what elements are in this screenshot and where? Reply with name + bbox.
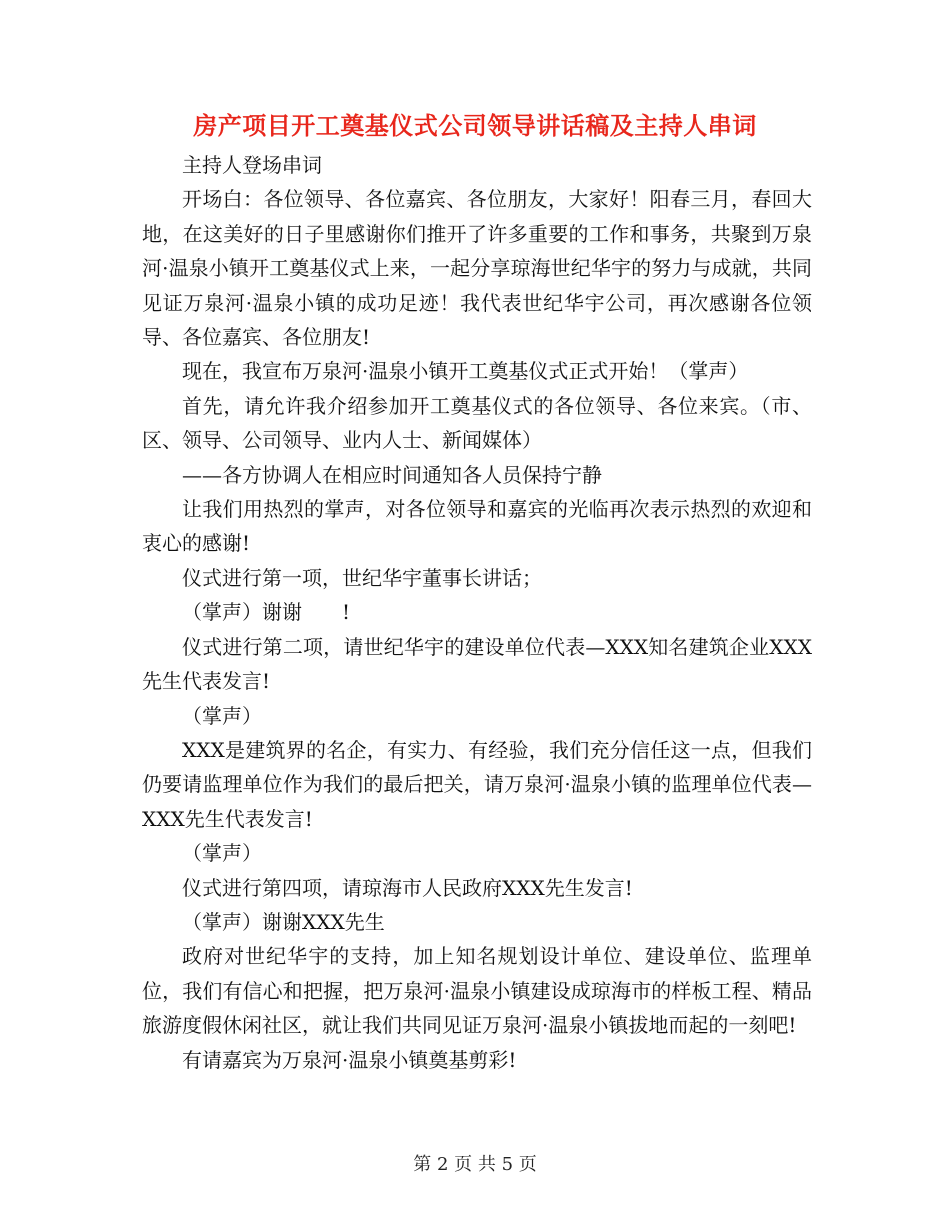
paragraph-applause-thanks-xxx: （掌声）谢谢XXX先生 xyxy=(182,909,385,934)
paragraph-opening: 开场白：各位领导、各位嘉宾、各位朋友，大家好！阳春三月，春回大地，在这美好的日子里感谢你们推开了许多重要的工作和事务，共聚到万泉河·温泉小镇开工奠基仪式上来，一起分享琼海世纪华宇的努力与成就，共同见证万泉河·温泉小镇的成功足迹！我代表世纪华宇公司，再次感谢各位领导、各位嘉宾、各位朋友! xyxy=(142,187,812,350)
paragraph-host-entrance: 主持人登场串词 xyxy=(182,153,322,177)
paragraph-coordinator-note: ——各方协调人在相应时间通知各人员保持宁静 xyxy=(182,462,602,487)
paragraph-announce-start: 现在，我宣布万泉河·温泉小镇开工奠基仪式正式开始！（掌声） xyxy=(182,359,749,384)
document-title: 房产项目开工奠基仪式公司领导讲话稿及主持人串词 xyxy=(193,111,757,140)
paragraph-government-support: 政府对世纪华宇的支持，加上知名规划设计单位、建设单位、监理单位，我们有信心和把握，把万泉河·温泉小镇建设成琼海市的样板工程、精品旅游度假休闲社区，就让我们共同见证万泉河·温泉小镇拔地而起的一刻吧! xyxy=(142,944,812,1038)
paragraph-applause: （掌声） xyxy=(182,841,262,866)
paragraph-applause-thanks: （掌声）谢谢 ! xyxy=(182,600,351,625)
paragraph-supervisor: XXX是建筑界的名企，有实力、有经验，我们充分信任这一点，但我们仍要请监理单位作为我们的最后把关，请万泉河·温泉小镇的监理单位代表—XXX先生代表发言! xyxy=(142,737,812,831)
paragraph-item-one: 仪式进行第一项，世纪华宇董事长讲话； xyxy=(182,565,542,590)
page-number-footer: 第 2 页 共 5 页 xyxy=(413,1154,537,1175)
paragraph-item-four: 仪式进行第四项，请琼海市人民政府XXX先生发言! xyxy=(182,875,633,900)
paragraph-item-two: 仪式进行第二项，请世纪华宇的建设单位代表—XXX知名建筑企业XXX先生代表发言! xyxy=(142,634,812,694)
paragraph-ribbon-cutting: 有请嘉宾为万泉河·温泉小镇奠基剪彩! xyxy=(182,1047,517,1072)
paragraph-applause: （掌声） xyxy=(182,703,262,728)
paragraph-introduce-guests: 首先，请允许我介绍参加开工奠基仪式的各位领导、各位来宾。（市、区、领导、公司领导、业内人士、新闻媒体） xyxy=(142,393,812,453)
document-body xyxy=(142,148,812,1077)
paragraph-welcome-applause: 让我们用热烈的掌声，对各位领导和嘉宾的光临再次表示热烈的欢迎和衷心的感谢! xyxy=(142,497,812,556)
